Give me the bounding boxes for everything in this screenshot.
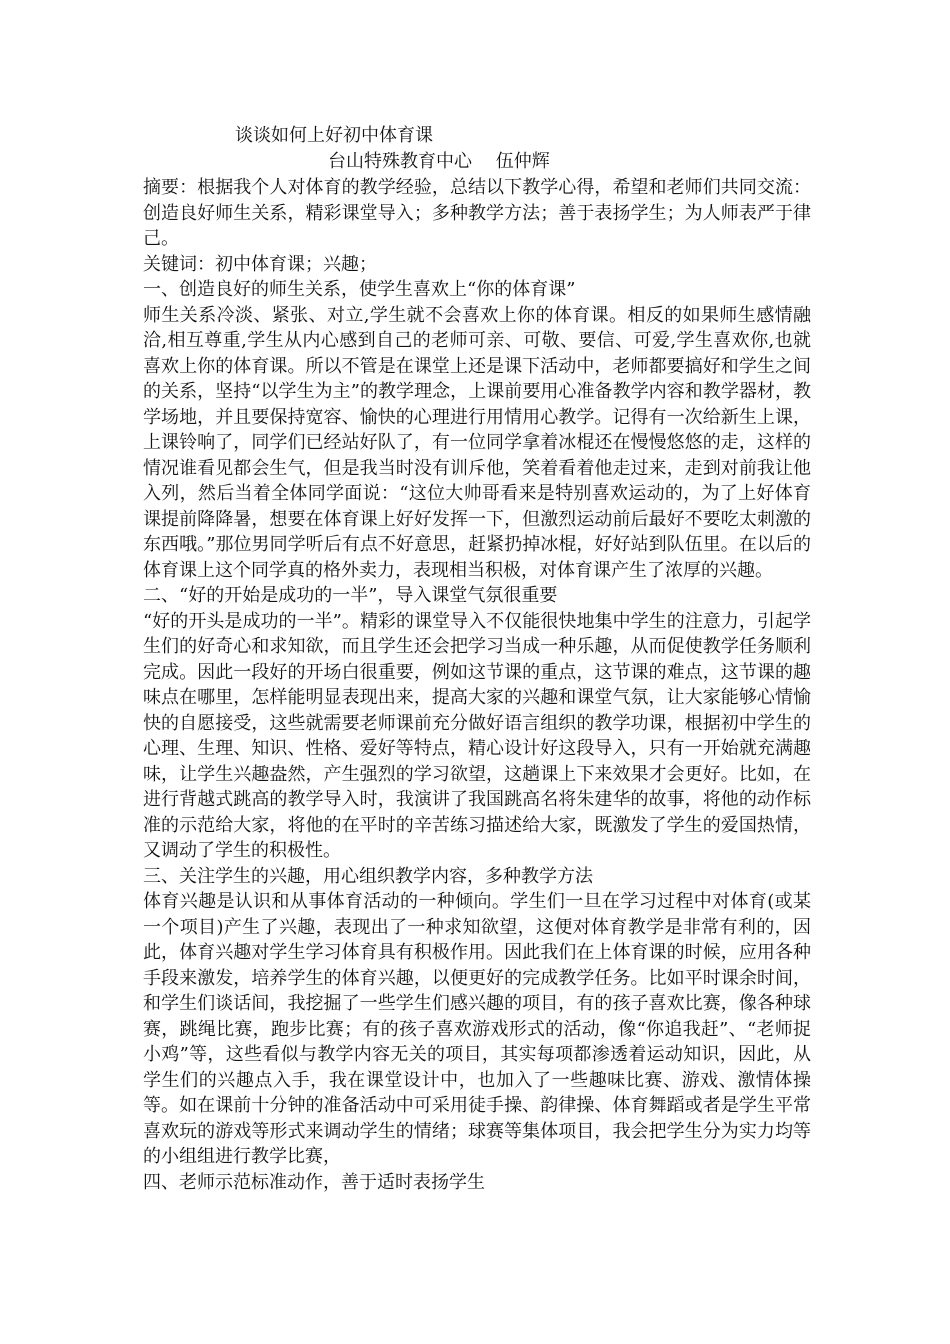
document-title: 谈谈如何上好初中体育课 [235,125,433,146]
abstract: 摘要：根据我个人对体育的教学经验，总结以下教学心得，希望和老师们共同交流：创造良好师生关系，精彩课堂导入；多种教学方法；善于表扬学生；为人师表严于律己。 [143,177,811,249]
section-3-heading: 三、关注学生的兴趣，用心组织教学内容，多种教学方法 [143,865,593,887]
section-2-body: “好的开头是成功的一半”。精彩的课堂导入不仅能很快地集中学生的注意力，引起学生们的好奇心和求知欲，而且学生还会把学习当成一种乐趣，从而促使教学任务顺利完成。因此一段好的开场白很重要，例如这节课的重点，这节课的难点，这节课的趣味点在哪里，怎样能明显表现出来，提高大家的兴趣和课堂气氛，让大家能够心情愉快的自愿接受，这些就需要老师课前充分做好语言组织的教学功课，根据初中学生的心理、生理、知识、性格、爱好等特点，精心设计好这段导入，只有一开始就充满趣味，让学生兴趣盎然，产生强烈的学习欲望，这趟课上下来效果才会更好。比如，在进行背越式跳高的教学导入时，我演讲了我国跳高名将朱建华的故事，将他的动作标准的示范给大家，将他的在平时的辛苦练习描述给大家，既激发了学生的爱国热情，又调动了学生的积极性。 [143,610,811,861]
section-1-heading: 一、创造良好的师生关系，使学生喜欢上“你的体育课” [143,279,576,300]
section-4-heading: 四、老师示范标准动作，善于适时表扬学生 [143,1171,485,1193]
document-author: 台山特殊教育中心 伍仲辉 [328,151,550,172]
section-1-body: 师生关系冷淡、紧张、对立,学生就不会喜欢上你的体育课。相反的如果师生感情融洽,相互尊重,学生从内心感到自己的老师可亲、可敬、要信、可爱,学生喜欢你,也就喜欢上你的体育课。所以不管是在课堂上还是课下活动中，老师都要搞好和学生之间的关系，坚持“以学生为主”的教学理念，上课前要用心准备教学内容和教学器材，教学场地，并且要保持宽容、愉快的心理进行用情用心教学。记得有一次给新生上课，上课铃响了，同学们已经站好队了，有一位同学拿着冰棍还在慢慢悠悠的走，这样的情况谁看见都会生气，但是我当时没有训斥他，笑着看着他走过来，走到对前我让他入列，然后当着全体同学面说：“这位大帅哥看来是特别喜欢运动的，为了上好体育课提前降降暑，想要在体育课上好好发挥一下，但激烈运动前后最好不要吃太刺激的东西哦。”那位男同学听后有点不好意思，赶紧扔掉冰棍，好好站到队伍里。在以后的体育课上这个同学真的格外卖力，表现相当积极，对体育课产生了浓厚的兴趣。 [143,304,811,581]
section-3-body: 体育兴趣是认识和从事体育活动的一种倾向。学生们一旦在学习过程中对体育(或某一个项目)产生了兴趣，表现出了一种求知欲望，这便对体育教学是非常有利的，因此，体育兴趣对学生学习体育具有积极作用。因此我们在上体育课的时候，应用各种手段来激发，培养学生的体育兴趣，以便更好的完成教学任务。比如平时课余时间，和学生们谈话间，我挖掘了一些学生们感兴趣的项目，有的孩子喜欢比赛，像各种球赛，跳绳比赛，跑步比赛；有的孩子喜欢游戏形式的活动，像“你追我赶”、“老师捉小鸡”等，这些看似与教学内容无关的项目，其实每项都渗透着运动知识，因此，从学生们的兴趣点入手，我在课堂设计中，也加入了一些趣味比赛、游戏、激情体操等。如在课前十分钟的准备活动中可采用徒手操、韵律操、体育舞蹈或者是学生平常喜欢玩的游戏等形式来调动学生的情绪；球赛等集体项目，我会把学生分为实力均等的小组组进行教学比赛， [143,891,811,1167]
keywords: 关键词：初中体育课；兴趣； [143,253,377,275]
document-page [143,122,811,1195]
section-2-heading: 二、“好的开始是成功的一半”，导入课堂气氛很重要 [143,585,558,606]
